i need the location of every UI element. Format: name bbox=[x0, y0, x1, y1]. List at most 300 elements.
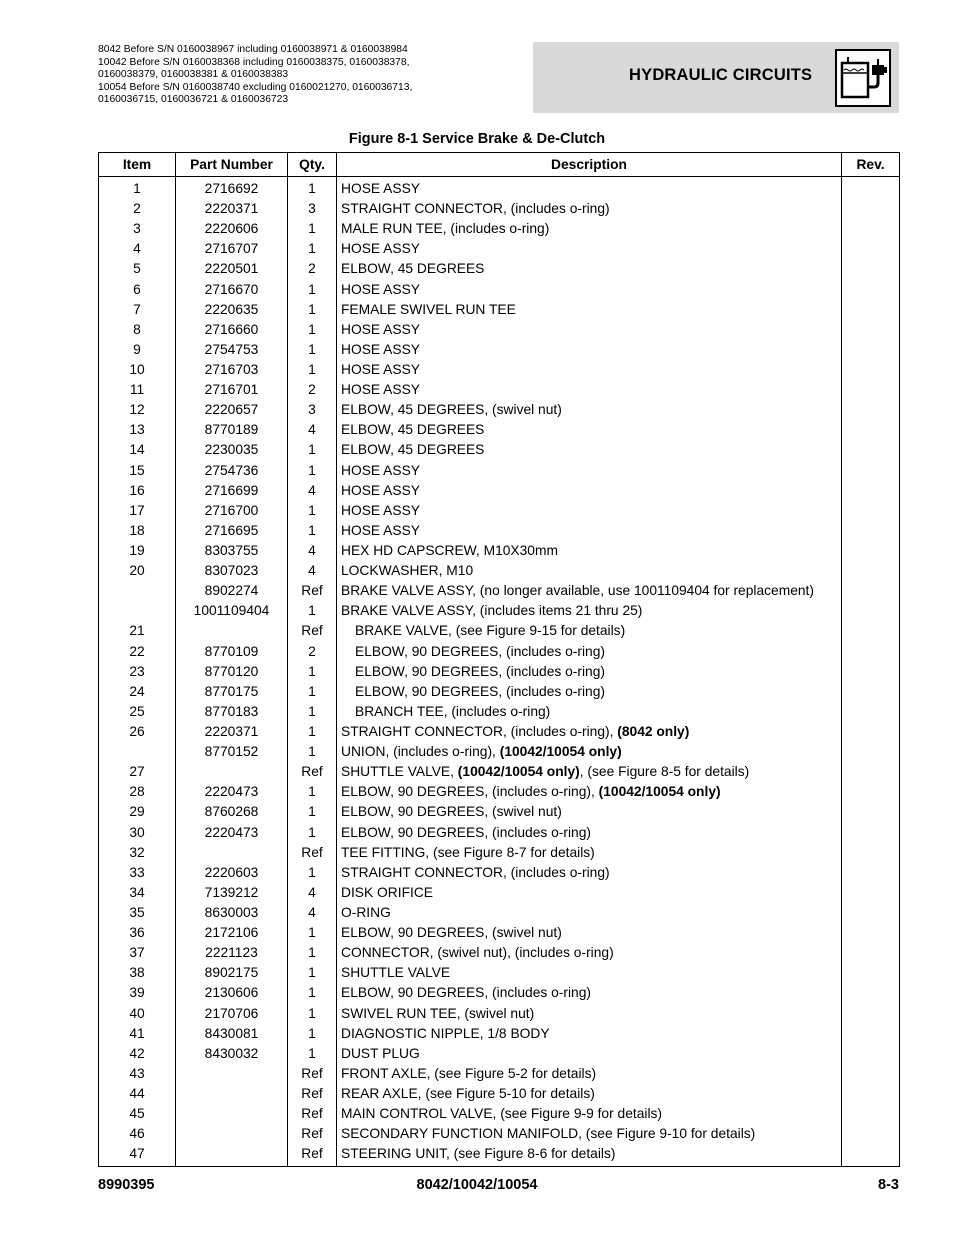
column-header-description: Description bbox=[337, 153, 842, 177]
cell-part-number bbox=[176, 1144, 288, 1167]
table-row bbox=[99, 1084, 900, 1104]
cell-description bbox=[337, 923, 842, 943]
cell-rev bbox=[842, 682, 900, 702]
description-text: HOSE ASSY bbox=[341, 382, 420, 398]
table-row bbox=[99, 521, 900, 541]
description-text: ELBOW, 90 DEGREES, (includes o-ring) bbox=[341, 824, 591, 840]
table-row bbox=[99, 1003, 900, 1023]
table-row bbox=[99, 601, 900, 621]
cell-qty: 1 bbox=[288, 340, 337, 360]
table-row bbox=[99, 682, 900, 702]
description-bold-text: (10042/10054 only) bbox=[598, 784, 721, 800]
cell-item: 15 bbox=[99, 461, 176, 481]
cell-item: 39 bbox=[99, 983, 176, 1003]
cell-rev bbox=[842, 762, 900, 782]
serial-number-block bbox=[98, 44, 518, 107]
cell-rev bbox=[842, 863, 900, 883]
description-text: HOSE ASSY bbox=[341, 281, 420, 297]
description-text: HOSE ASSY bbox=[341, 341, 420, 357]
cell-qty: 1 bbox=[288, 782, 337, 802]
cell-part-number: 2716707 bbox=[176, 239, 288, 259]
cell-part-number: 2754736 bbox=[176, 461, 288, 481]
cell-rev bbox=[842, 722, 900, 742]
cell-qty: 1 bbox=[288, 702, 337, 722]
table-row bbox=[99, 782, 900, 802]
table-row bbox=[99, 823, 900, 843]
cell-item: 47 bbox=[99, 1144, 176, 1167]
cell-qty: 2 bbox=[288, 259, 337, 279]
description-text: ELBOW, 90 DEGREES, (includes o-ring) bbox=[355, 683, 605, 699]
cell-part-number: 2220606 bbox=[176, 219, 288, 239]
cell-item: 12 bbox=[99, 400, 176, 420]
cell-item: 1 bbox=[99, 177, 176, 200]
cell-item: 19 bbox=[99, 541, 176, 561]
table-row bbox=[99, 863, 900, 883]
cell-part-number bbox=[176, 621, 288, 641]
description-text: SHUTTLE VALVE, bbox=[341, 764, 458, 780]
cell-description bbox=[337, 843, 842, 863]
cell-description bbox=[337, 802, 842, 822]
cell-qty: Ref bbox=[288, 1064, 337, 1084]
description-text: ELBOW, 90 DEGREES, (includes o-ring) bbox=[355, 663, 605, 679]
cell-qty: Ref bbox=[288, 1084, 337, 1104]
cell-description bbox=[337, 1124, 842, 1144]
cell-part-number: 2172106 bbox=[176, 923, 288, 943]
description-text: MAIN CONTROL VALVE, (see Figure 9-9 for details) bbox=[341, 1106, 662, 1122]
cell-part-number: 2716660 bbox=[176, 320, 288, 340]
parts-table bbox=[98, 152, 900, 1167]
cell-part-number bbox=[176, 1104, 288, 1124]
cell-rev bbox=[842, 440, 900, 460]
cell-description bbox=[337, 219, 842, 239]
table-row bbox=[99, 722, 900, 742]
cell-rev bbox=[842, 782, 900, 802]
description-text: HOSE ASSY bbox=[341, 321, 420, 337]
cell-rev bbox=[842, 1044, 900, 1064]
cell-qty: 1 bbox=[288, 1044, 337, 1064]
table-row bbox=[99, 380, 900, 400]
table-row bbox=[99, 259, 900, 279]
cell-qty: 1 bbox=[288, 963, 337, 983]
footer-document-number: 8990395 bbox=[98, 1177, 155, 1193]
cell-rev bbox=[842, 1104, 900, 1124]
cell-item: 38 bbox=[99, 963, 176, 983]
description-text: BRAKE VALVE ASSY, (includes items 21 thru 25) bbox=[341, 603, 643, 619]
description-text: HOSE ASSY bbox=[341, 522, 420, 538]
description-text: FEMALE SWIVEL RUN TEE bbox=[341, 301, 516, 317]
cell-qty: 1 bbox=[288, 521, 337, 541]
cell-qty: 1 bbox=[288, 722, 337, 742]
description-text: TEE FITTING, (see Figure 8-7 for details) bbox=[341, 844, 595, 860]
cell-rev bbox=[842, 1064, 900, 1084]
cell-description bbox=[337, 762, 842, 782]
cell-qty: 1 bbox=[288, 177, 337, 200]
cell-item: 14 bbox=[99, 440, 176, 460]
cell-qty: 1 bbox=[288, 239, 337, 259]
cell-rev bbox=[842, 420, 900, 440]
cell-rev bbox=[842, 702, 900, 722]
description-text: STRAIGHT CONNECTOR, (includes o-ring) bbox=[341, 201, 610, 217]
cell-item: 2 bbox=[99, 199, 176, 219]
cell-description bbox=[337, 400, 842, 420]
description-text: HOSE ASSY bbox=[341, 181, 420, 197]
table-row bbox=[99, 461, 900, 481]
table-row bbox=[99, 963, 900, 983]
cell-part-number: 8303755 bbox=[176, 541, 288, 561]
cell-description bbox=[337, 481, 842, 501]
description-text: SHUTTLE VALVE bbox=[341, 965, 451, 981]
cell-rev bbox=[842, 1144, 900, 1167]
cell-description bbox=[337, 642, 842, 662]
description-text: BRANCH TEE, (includes o-ring) bbox=[355, 703, 551, 719]
cell-rev bbox=[842, 883, 900, 903]
column-header-rev: Rev. bbox=[842, 153, 900, 177]
description-text: SECONDARY FUNCTION MANIFOLD, (see Figure 9-10 for details) bbox=[341, 1126, 756, 1142]
cell-description bbox=[337, 722, 842, 742]
cell-description bbox=[337, 601, 842, 621]
cell-rev bbox=[842, 943, 900, 963]
description-text: CONNECTOR, (swivel nut), (includes o-ring) bbox=[341, 945, 614, 961]
table-row bbox=[99, 621, 900, 641]
cell-rev bbox=[842, 903, 900, 923]
cell-description bbox=[337, 177, 842, 200]
cell-description bbox=[337, 561, 842, 581]
cell-item: 34 bbox=[99, 883, 176, 903]
cell-item: 13 bbox=[99, 420, 176, 440]
cell-description bbox=[337, 863, 842, 883]
cell-item: 5 bbox=[99, 259, 176, 279]
description-text: STRAIGHT CONNECTOR, (includes o-ring), bbox=[341, 724, 618, 739]
cell-rev bbox=[842, 642, 900, 662]
cell-qty: Ref bbox=[288, 1144, 337, 1167]
table-row bbox=[99, 561, 900, 581]
cell-description bbox=[337, 259, 842, 279]
cell-part-number: 8430032 bbox=[176, 1044, 288, 1064]
cell-part-number: 8307023 bbox=[176, 561, 288, 581]
cell-item: 26 bbox=[99, 722, 176, 742]
cell-qty: 1 bbox=[288, 943, 337, 963]
cell-description bbox=[337, 983, 842, 1003]
description-text: DIAGNOSTIC NIPPLE, 1/8 BODY bbox=[341, 1025, 550, 1041]
table-row bbox=[99, 440, 900, 460]
cell-rev bbox=[842, 481, 900, 501]
cell-rev bbox=[842, 802, 900, 822]
cell-rev bbox=[842, 300, 900, 320]
cell-description bbox=[337, 440, 842, 460]
description-text: HOSE ASSY bbox=[341, 362, 420, 378]
cell-qty: 2 bbox=[288, 642, 337, 662]
description-text: ELBOW, 45 DEGREES bbox=[341, 442, 485, 458]
cell-part-number: 7139212 bbox=[176, 883, 288, 903]
cell-description bbox=[337, 239, 842, 259]
cell-description bbox=[337, 963, 842, 983]
description-text: FRONT AXLE, (see Figure 5-2 for details) bbox=[341, 1065, 597, 1081]
cell-part-number: 8770175 bbox=[176, 682, 288, 702]
cell-part-number: 2716670 bbox=[176, 280, 288, 300]
cell-item: 32 bbox=[99, 843, 176, 863]
cell-part-number: 2716703 bbox=[176, 360, 288, 380]
cell-item: 29 bbox=[99, 802, 176, 822]
cell-qty: 1 bbox=[288, 823, 337, 843]
cell-rev bbox=[842, 177, 900, 200]
cell-item: 4 bbox=[99, 239, 176, 259]
cell-part-number: 2716695 bbox=[176, 521, 288, 541]
cell-rev bbox=[842, 360, 900, 380]
cell-part-number: 2221123 bbox=[176, 943, 288, 963]
cell-rev bbox=[842, 601, 900, 621]
cell-part-number: 1001109404 bbox=[176, 601, 288, 621]
cell-item bbox=[99, 581, 176, 601]
cell-item: 18 bbox=[99, 521, 176, 541]
column-header-item: Item bbox=[99, 153, 176, 177]
cell-rev bbox=[842, 340, 900, 360]
column-header-qty: Qty. bbox=[288, 153, 337, 177]
description-text: HOSE ASSY bbox=[341, 502, 420, 518]
cell-description bbox=[337, 1003, 842, 1023]
cell-part-number: 8770152 bbox=[176, 742, 288, 762]
cell-item: 24 bbox=[99, 682, 176, 702]
cell-qty: 4 bbox=[288, 541, 337, 561]
cell-description bbox=[337, 621, 842, 641]
cell-part-number: 8902274 bbox=[176, 581, 288, 601]
cell-item: 16 bbox=[99, 481, 176, 501]
table-header-row bbox=[99, 153, 900, 177]
cell-qty: Ref bbox=[288, 762, 337, 782]
cell-rev bbox=[842, 843, 900, 863]
cell-description bbox=[337, 501, 842, 521]
cell-item: 21 bbox=[99, 621, 176, 641]
cell-part-number: 8770189 bbox=[176, 420, 288, 440]
cell-description bbox=[337, 320, 842, 340]
cell-rev bbox=[842, 501, 900, 521]
cell-description bbox=[337, 280, 842, 300]
table-row bbox=[99, 702, 900, 722]
cell-description bbox=[337, 702, 842, 722]
table-row bbox=[99, 1064, 900, 1084]
cell-qty: 4 bbox=[288, 903, 337, 923]
cell-qty: 1 bbox=[288, 320, 337, 340]
cell-item: 40 bbox=[99, 1003, 176, 1023]
table-row bbox=[99, 360, 900, 380]
cell-item: 27 bbox=[99, 762, 176, 782]
cell-qty: 4 bbox=[288, 481, 337, 501]
cell-qty: 1 bbox=[288, 682, 337, 702]
cell-part-number: 8630003 bbox=[176, 903, 288, 923]
serial-line: 0160036715, 0160036721 & 0160036723 bbox=[98, 94, 289, 105]
cell-description bbox=[337, 903, 842, 923]
table-row bbox=[99, 762, 900, 782]
description-text: ELBOW, 45 DEGREES bbox=[341, 261, 485, 277]
cell-rev bbox=[842, 380, 900, 400]
hydraulic-circuit-icon bbox=[835, 49, 891, 107]
cell-description bbox=[337, 682, 842, 702]
cell-qty: 2 bbox=[288, 380, 337, 400]
cell-part-number: 8770120 bbox=[176, 662, 288, 682]
cell-part-number: 8770183 bbox=[176, 702, 288, 722]
table-row bbox=[99, 802, 900, 822]
cell-rev bbox=[842, 823, 900, 843]
cell-part-number: 2220501 bbox=[176, 259, 288, 279]
cell-item: 23 bbox=[99, 662, 176, 682]
footer-page-number: 8-3 bbox=[878, 1177, 899, 1193]
cell-part-number: 2716701 bbox=[176, 380, 288, 400]
cell-part-number: 8430081 bbox=[176, 1024, 288, 1044]
section-title: HYDRAULIC CIRCUITS bbox=[629, 66, 813, 84]
cell-item: 41 bbox=[99, 1024, 176, 1044]
description-text: ELBOW, 90 DEGREES, (includes o-ring) bbox=[355, 643, 605, 659]
table-row bbox=[99, 1044, 900, 1064]
cell-qty: 1 bbox=[288, 360, 337, 380]
cell-item: 9 bbox=[99, 340, 176, 360]
cell-item: 36 bbox=[99, 923, 176, 943]
description-text: HOSE ASSY bbox=[341, 241, 420, 257]
cell-rev bbox=[842, 239, 900, 259]
cell-qty: 1 bbox=[288, 280, 337, 300]
description-text: DISK ORIFICE bbox=[341, 884, 433, 900]
cell-description bbox=[337, 662, 842, 682]
cell-qty: 4 bbox=[288, 561, 337, 581]
cell-qty: 1 bbox=[288, 1003, 337, 1023]
table-row bbox=[99, 642, 900, 662]
cell-part-number: 2230035 bbox=[176, 440, 288, 460]
cell-part-number: 8902175 bbox=[176, 963, 288, 983]
cell-rev bbox=[842, 581, 900, 601]
cell-item: 25 bbox=[99, 702, 176, 722]
description-bold-text: (10042/10054 only) bbox=[499, 744, 622, 760]
table-row bbox=[99, 481, 900, 501]
cell-description bbox=[337, 521, 842, 541]
cell-item bbox=[99, 742, 176, 762]
column-header-part-number: Part Number bbox=[176, 153, 288, 177]
cell-rev bbox=[842, 320, 900, 340]
cell-rev bbox=[842, 541, 900, 561]
cell-rev bbox=[842, 662, 900, 682]
cell-qty: 1 bbox=[288, 461, 337, 481]
cell-rev bbox=[842, 923, 900, 943]
cell-item: 28 bbox=[99, 782, 176, 802]
description-text: STRAIGHT CONNECTOR, (includes o-ring) bbox=[341, 864, 610, 880]
table-row bbox=[99, 1144, 900, 1167]
cell-item: 8 bbox=[99, 320, 176, 340]
cell-qty: 1 bbox=[288, 601, 337, 621]
cell-part-number: 2220603 bbox=[176, 863, 288, 883]
table-row bbox=[99, 177, 900, 200]
cell-rev bbox=[842, 521, 900, 541]
cell-rev bbox=[842, 1003, 900, 1023]
cell-item: 10 bbox=[99, 360, 176, 380]
description-text: SWIVEL RUN TEE, (swivel nut) bbox=[341, 1005, 535, 1021]
cell-qty: 1 bbox=[288, 983, 337, 1003]
cell-rev bbox=[842, 1024, 900, 1044]
cell-part-number: 2220657 bbox=[176, 400, 288, 420]
description-text: LOCKWASHER, M10 bbox=[341, 563, 474, 579]
cell-part-number: 2130606 bbox=[176, 983, 288, 1003]
serial-line: 10042 Before S/N 0160038368 including 0160038375, 0160038378, bbox=[98, 56, 410, 68]
cell-rev bbox=[842, 219, 900, 239]
table-row bbox=[99, 239, 900, 259]
table-row bbox=[99, 320, 900, 340]
cell-description bbox=[337, 782, 842, 802]
cell-description bbox=[337, 823, 842, 843]
cell-qty: 1 bbox=[288, 1024, 337, 1044]
table-row bbox=[99, 340, 900, 360]
cell-rev bbox=[842, 963, 900, 983]
table-row bbox=[99, 420, 900, 440]
serial-line: 0160038379, 0160038381 & 0160038383 bbox=[98, 69, 289, 80]
cell-description bbox=[337, 883, 842, 903]
cell-part-number bbox=[176, 1084, 288, 1104]
cell-description bbox=[337, 380, 842, 400]
cell-item bbox=[99, 601, 176, 621]
description-text: ELBOW, 90 DEGREES, (includes o-ring) bbox=[341, 985, 591, 1001]
cell-description bbox=[337, 1024, 842, 1044]
table-row bbox=[99, 199, 900, 219]
cell-description bbox=[337, 300, 842, 320]
serial-line: 8042 Before S/N 0160038967 including 0160038971 & 0160038984 bbox=[98, 44, 408, 55]
cell-qty: Ref bbox=[288, 581, 337, 601]
figure-title: Figure 8-1 Service Brake & De-Clutch bbox=[348, 131, 606, 147]
cell-description bbox=[337, 1144, 842, 1167]
cell-description bbox=[337, 199, 842, 219]
cell-part-number: 2716700 bbox=[176, 501, 288, 521]
cell-part-number: 2754753 bbox=[176, 340, 288, 360]
cell-rev bbox=[842, 742, 900, 762]
cell-description bbox=[337, 541, 842, 561]
cell-qty: 3 bbox=[288, 199, 337, 219]
cell-rev bbox=[842, 621, 900, 641]
description-text-suffix: , (see Figure 8-5 for details) bbox=[579, 764, 750, 780]
footer-model-numbers: 8042/10042/10054 bbox=[416, 1177, 538, 1193]
cell-qty: 3 bbox=[288, 400, 337, 420]
cell-rev bbox=[842, 461, 900, 481]
description-text: ELBOW, 90 DEGREES, (swivel nut) bbox=[341, 804, 562, 820]
table-row bbox=[99, 1024, 900, 1044]
description-text: STEERING UNIT, (see Figure 8-6 for details) bbox=[341, 1146, 616, 1162]
cell-rev bbox=[842, 199, 900, 219]
cell-item: 45 bbox=[99, 1104, 176, 1124]
cell-item: 33 bbox=[99, 863, 176, 883]
description-text: ELBOW, 45 DEGREES bbox=[341, 422, 485, 438]
cell-part-number: 2220371 bbox=[176, 722, 288, 742]
cell-item: 20 bbox=[99, 561, 176, 581]
cell-item: 6 bbox=[99, 280, 176, 300]
cell-description bbox=[337, 360, 842, 380]
cell-description bbox=[337, 340, 842, 360]
cell-part-number bbox=[176, 1064, 288, 1084]
table-row bbox=[99, 983, 900, 1003]
description-bold-text: (8042 only) bbox=[617, 724, 690, 739]
cell-description bbox=[337, 1064, 842, 1084]
description-text: ELBOW, 90 DEGREES, (swivel nut) bbox=[341, 925, 562, 941]
cell-qty: 1 bbox=[288, 219, 337, 239]
cell-description bbox=[337, 1104, 842, 1124]
table-row bbox=[99, 742, 900, 762]
description-text: BRAKE VALVE ASSY, (no longer available, use 1001109404 for replacement) bbox=[341, 583, 814, 599]
cell-item: 46 bbox=[99, 1124, 176, 1144]
cell-qty: 1 bbox=[288, 440, 337, 460]
cell-item: 44 bbox=[99, 1084, 176, 1104]
cell-qty: 1 bbox=[288, 742, 337, 762]
description-text: HOSE ASSY bbox=[341, 482, 420, 498]
cell-item: 30 bbox=[99, 823, 176, 843]
cell-qty: 1 bbox=[288, 863, 337, 883]
cell-part-number: 2220473 bbox=[176, 782, 288, 802]
table-row bbox=[99, 400, 900, 420]
cell-part-number: 2170706 bbox=[176, 1003, 288, 1023]
cell-qty: 4 bbox=[288, 883, 337, 903]
cell-qty: 1 bbox=[288, 501, 337, 521]
cell-item: 17 bbox=[99, 501, 176, 521]
